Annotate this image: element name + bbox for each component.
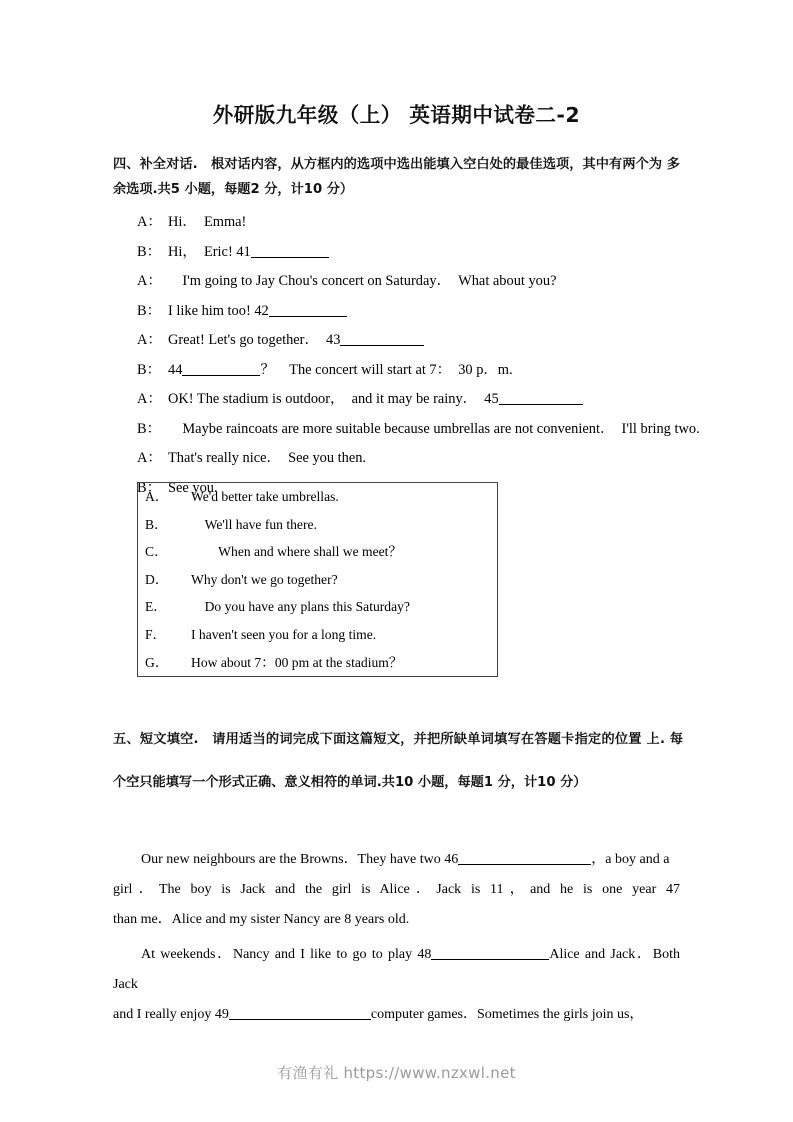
option-item-a[interactable] — [138, 483, 497, 511]
option-item-e[interactable] — [138, 593, 497, 621]
option-item-f[interactable] — [138, 621, 497, 649]
dialogue-line — [137, 356, 737, 386]
dialogue-line — [137, 238, 737, 268]
option-letter: E． — [145, 599, 167, 615]
dialogue-line — [137, 267, 737, 297]
answer-blank-48[interactable] — [431, 946, 549, 960]
option-text: Do you have any plans this Saturday? — [191, 599, 410, 615]
option-text: I haven't seen you for a long time. — [191, 626, 377, 642]
dialogue-text-after: ？ The concert will start at 7： 30 p．m. — [260, 361, 513, 378]
option-letter: G． — [145, 654, 169, 670]
passage-text: computer games．Sometimes the girls join us， — [370, 1007, 644, 1022]
option-text: We'll have fun there. — [191, 516, 317, 532]
dialogue-line — [137, 297, 737, 327]
answer-blank-43[interactable] — [340, 332, 424, 346]
speaker-label: A： — [137, 214, 162, 230]
speaker-label: B： — [137, 243, 161, 260]
answer-blank-46[interactable] — [458, 851, 591, 865]
speaker-label: B： — [137, 361, 161, 378]
footer-watermark: 有渔有礼 https://www.nzxwl.net — [277, 1064, 516, 1082]
dialogue-line — [137, 326, 737, 356]
speaker-label: B： — [137, 420, 161, 437]
option-letter: C． — [145, 544, 168, 560]
option-letter: F． — [145, 626, 167, 642]
paragraph-line-one — [113, 940, 680, 1000]
option-item-c[interactable] — [138, 538, 497, 566]
speaker-label: A： — [137, 391, 162, 407]
dialogue-text: I like him too! 42 — [168, 302, 269, 319]
speaker-label: B： — [137, 479, 161, 496]
answer-blank-45[interactable] — [499, 391, 583, 405]
speaker-label: A： — [137, 273, 162, 289]
cloze-paragraph-one — [113, 845, 680, 935]
section-four-heading: 四、补全对话. 根对话内容，从方框内的选项中选出能填入空白处的最佳选项，其中有两个为 多余选项.共5 小题，每题2 分，计10 分） — [113, 157, 680, 197]
cloze-paragraph-two — [113, 940, 680, 1030]
dialogue-line — [137, 385, 737, 415]
paragraph-line-two — [113, 1000, 680, 1030]
paragraph-line-one — [113, 845, 680, 875]
dialogue-text: 44 — [168, 361, 183, 378]
answer-blank-41[interactable] — [251, 244, 329, 258]
answer-blank-42[interactable] — [269, 303, 347, 317]
option-item-d[interactable] — [138, 566, 497, 594]
dialogue-text: Great! Let's go together． 43 — [168, 332, 341, 348]
answer-blank-44[interactable] — [182, 362, 260, 376]
dialogue-text: I'm going to Jay Chou's concert on Saturday． What about you? — [168, 273, 557, 289]
speaker-label: B： — [137, 302, 161, 319]
speaker-label: A： — [137, 332, 162, 348]
option-item-g[interactable] — [138, 649, 497, 677]
option-letter: B． — [145, 516, 168, 532]
passage-text: than me．Alice and my sister Nancy are 8 years old. — [113, 912, 410, 927]
passage-text: ，a boy and a — [591, 852, 670, 867]
passage-text: Alice and Jack．Both Jack — [113, 947, 680, 992]
dialogue-line — [137, 415, 737, 445]
dialogue-line — [137, 208, 737, 238]
dialogue-text: Maybe raincoats are more suitable because umbrellas are not convenient． I'll bring two. — [168, 420, 700, 437]
dialogue-text: See you. — [168, 479, 218, 496]
option-text: How about 7：00 pm at the stadium？ — [191, 654, 403, 670]
option-text: When and where shall we meet？ — [191, 544, 403, 560]
passage-text: and I really enjoy 49 — [113, 1007, 229, 1022]
speaker-label: A： — [137, 450, 162, 466]
dialogue-text: Hi， Eric! 41 — [168, 243, 251, 260]
dialogue-text: Hi． Emma! — [168, 214, 247, 230]
option-item-b[interactable] — [138, 511, 497, 539]
passage-text: At weekends．Nancy and I like to go to play 48 — [141, 947, 432, 962]
options-box — [137, 479, 498, 677]
answer-blank-49[interactable] — [229, 1006, 371, 1020]
option-letter: A． — [145, 489, 169, 504]
section-five-heading: 五、短文填空. 请用适当的词完成下面这篇短文，并把所缺单词填写在答题卡指定的位置 上. 每个空只能填写一个形式正确、意义相符的单词.共10 小题，每题1 分，计10 分） — [113, 732, 683, 790]
paragraph-line-three — [113, 905, 680, 935]
dialogue-text: That's really nice． See you then. — [168, 450, 367, 466]
paragraph-line-two — [113, 875, 680, 905]
passage-text: girl．The boy is Jack and the girl is Alice．Jack is 11，and he is one year 47 — [113, 882, 680, 897]
option-text: Why don't we go together? — [191, 571, 338, 587]
page-title: 外研版九年级（上） 英语期中试卷二-2 — [212, 103, 581, 127]
dialogue-line — [137, 444, 737, 474]
dialogue-text: OK! The stadium is outdoor， and it may be rainy． 45 — [168, 391, 499, 407]
option-text: We'd better take umbrellas. — [191, 489, 339, 504]
option-letter: D． — [145, 571, 169, 587]
passage-text: Our new neighbours are the Browns．They have two 46 — [141, 852, 459, 867]
dialogue-block — [137, 208, 737, 503]
